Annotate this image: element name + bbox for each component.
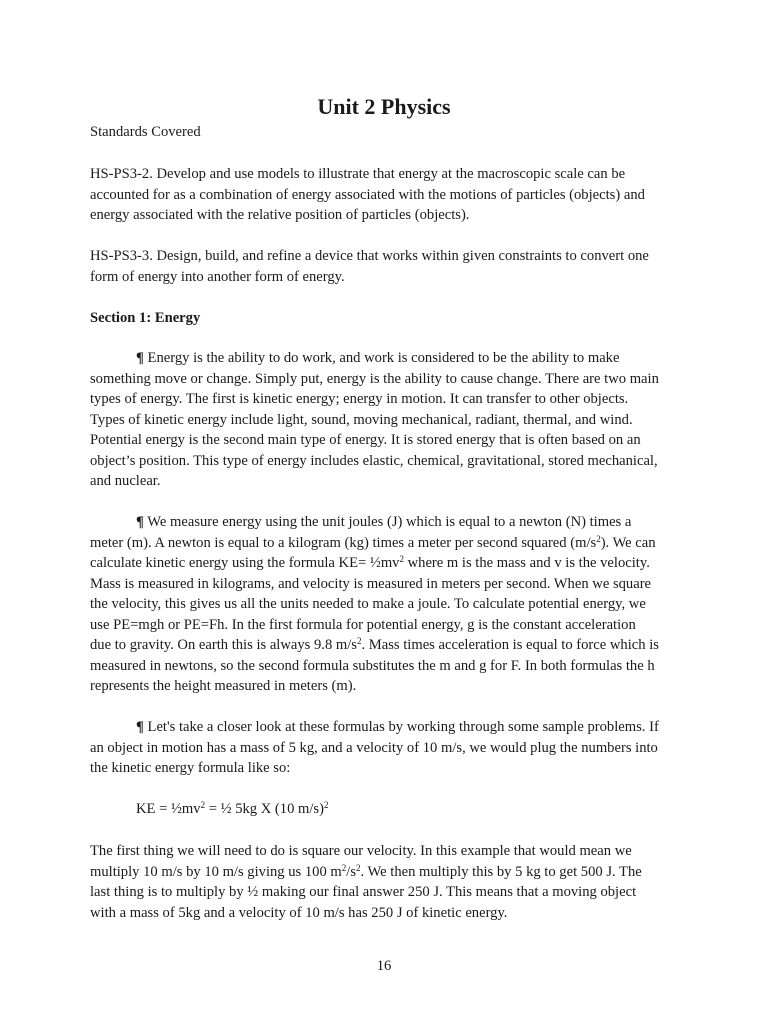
paragraph-line: with a mass of 5kg and a velocity of 10 m/s has 250 J of kinetic energy. [90, 904, 508, 921]
paragraph-line: The first thing we will need to do is square our velocity. In this example that would mean we [90, 843, 632, 859]
paragraph-line: Potential energy is the second main type of energy. It is stored energy that is often based on an [90, 432, 641, 448]
paragraph-line: the velocity, this gives us all the units needed to make a joule. To calculate potential energy, we [90, 596, 646, 612]
pilcrow-icon: ¶ [136, 719, 144, 735]
paragraph-line: represents the height measured in meters (m). [90, 678, 357, 694]
paragraph-line [90, 635, 659, 656]
paragraph-line: Mass is measured in kilograms, and velocity is measured in meters per second. When we square [90, 575, 652, 592]
paragraph-line: the kinetic energy formula like so: [90, 760, 291, 776]
paragraph-line [136, 512, 631, 533]
paragraph-line [136, 717, 659, 738]
standard2-line: HS-PS3-3. Design, build, and refine a device that works within given constraints to convert one [90, 248, 649, 264]
paragraph-line: an object in motion has a mass of 5 kg, and a velocity of 10 m/s, we would plug the numbers into [90, 739, 658, 756]
superscript: 2 [200, 800, 206, 810]
superscript: 2 [596, 533, 601, 544]
paragraph-line: types of energy. The first is kinetic energy; energy in motion. It can transfer to other objects. [90, 391, 629, 407]
kinetic-energy-formula [136, 799, 328, 820]
para2-text: calculate kinetic energy using the formula KE= ½mv [90, 555, 400, 571]
superscript: 2 [356, 862, 361, 873]
paragraph-line [90, 533, 656, 554]
para2-text: . Mass times acceleration is equal to force which is [361, 637, 659, 653]
superscript: 2 [356, 636, 362, 646]
para4-text: /s [346, 863, 356, 880]
para2-text: due to gravity. On earth this is always 9.8 m/s [90, 637, 357, 653]
para3-text: Let's take a closer look at these formulas by working through some sample problems. If [143, 719, 659, 735]
paragraph-line: object’s position. This type of energy includes elastic, chemical, gravitational, stored mechanical, [90, 452, 658, 469]
paragraph-line [90, 553, 650, 574]
superscript: 2 [399, 554, 404, 564]
para2-text: meter (m). A newton is equal to a kilogram (kg) times a meter per second squared (m/s [90, 534, 597, 551]
standard1-line: energy associated with the relative position of particles (objects). [90, 207, 470, 223]
paragraph-line: last thing is to multiply by ½ making our final answer 250 J. This means that a moving object [90, 884, 637, 900]
paragraph-line [136, 348, 619, 369]
standard1-line: HS-PS3-2. Develop and use models to illustrate that energy at the macroscopic scale can be [90, 166, 626, 182]
paragraph-line: and nuclear. [90, 473, 161, 489]
pilcrow-icon: ¶ [136, 514, 144, 530]
page-number: 16 [376, 958, 392, 974]
para2-text: ). We can [600, 534, 656, 551]
page-title: Unit 2 Physics [317, 94, 451, 119]
section-heading: Section 1: Energy [90, 310, 201, 326]
para2-text: We measure energy using the unit joules (J) which is equal to a newton (N) times a [143, 514, 632, 530]
paragraph-line [90, 862, 642, 883]
formula-text: KE = ½mv [136, 801, 201, 817]
paragraph-line: Types of kinetic energy include light, sound, moving mechanical, radiant, thermal, and wind. [90, 411, 633, 428]
para1-text: Energy is the ability to do work, and work is considered to be the ability to make [143, 350, 620, 366]
standard2-line: form of energy into another form of energy. [90, 268, 345, 285]
para4-text: . We then multiply this by 5 kg to get 500 J. The [360, 863, 642, 880]
pilcrow-icon: ¶ [136, 350, 144, 366]
standards-heading: Standards Covered [90, 124, 201, 140]
paragraph-line: use PE=mgh or PE=Fh. In the first formula for potential energy, g is the constant acceleration [90, 616, 636, 633]
para2-text: where m is the mass and v is the velocity. [403, 555, 650, 571]
paragraph-line: measured in newtons, so the second formula substitutes the m and g for F. In both formulas the h [90, 657, 655, 674]
standard1-line: accounted for as a combination of energy associated with the motions of particles (objects) and [90, 186, 645, 203]
formula-text: = ½ 5kg X (10 m/s) [205, 801, 324, 817]
superscript: 2 [323, 800, 329, 810]
superscript: 2 [341, 862, 347, 873]
paragraph-line: something move or change. Simply put, energy is the ability to cause change. There are two main [90, 370, 659, 387]
para4-text: multiply 10 m/s by 10 m/s giving us 100 m [90, 863, 342, 880]
